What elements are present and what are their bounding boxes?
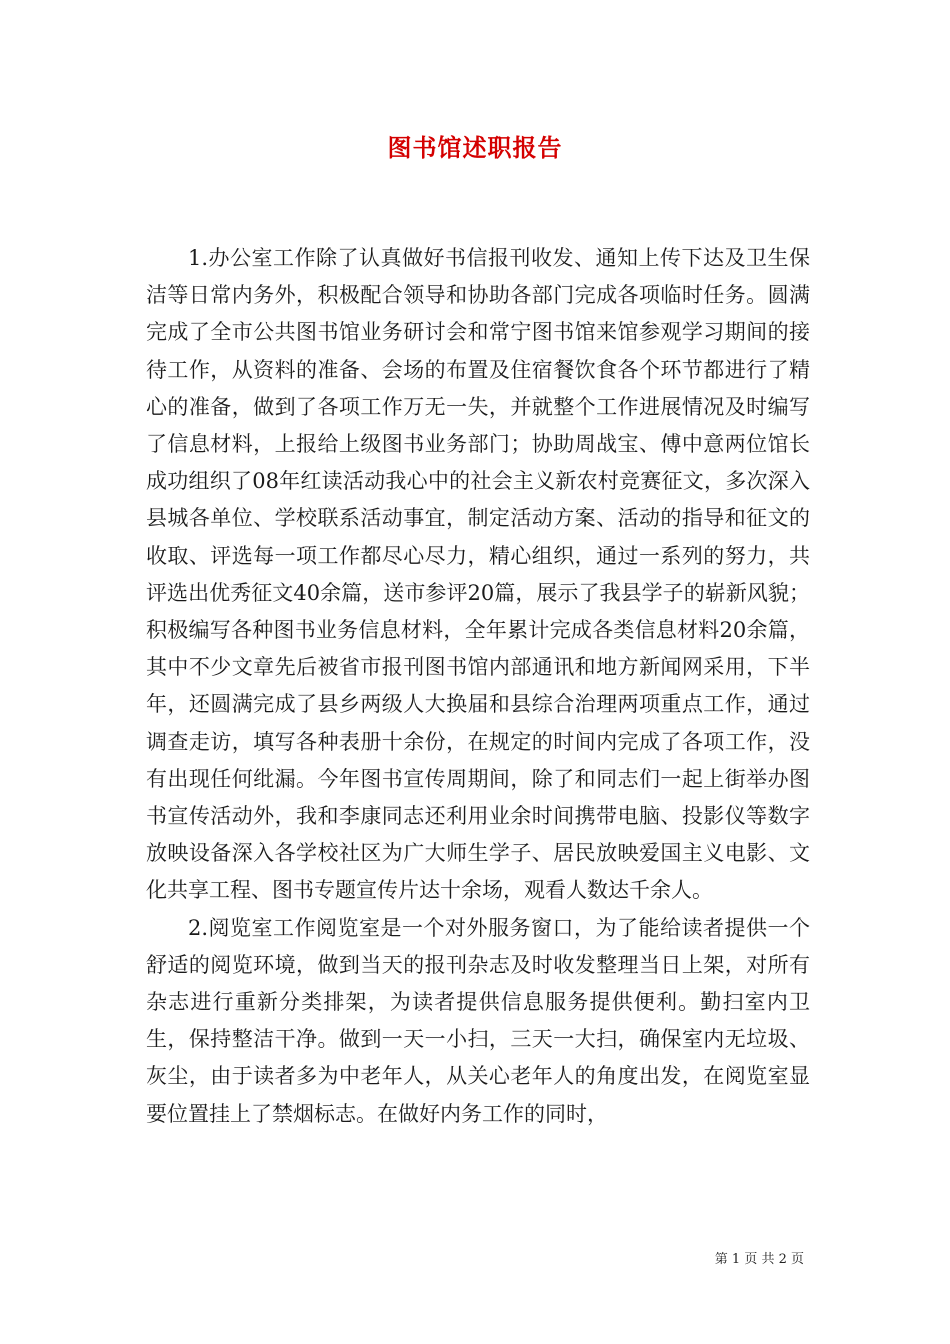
paragraph-reading-room-work: 2.阅览室工作阅览室是一个对外服务窗口，为了能给读者提供一个舒适的阅览环境，做到当天的报刊杂志及时收发整理当日上架，对所有杂志进行重新分类排架，为读者提供信息服务提供便利。勤扫室内卫生，保持整洁干净。做到一天一小扫，三天一大扫，确保室内无垃圾、灰尘，由于读者多为中老年人，从关心老年人的角度出发，在阅览室显要位置挂上了禁烟标志。在做好内务工作的同时， xyxy=(146,915,810,1126)
page-number-footer: 第 1 页 共 2 页 xyxy=(714,1252,804,1267)
paragraph-office-work: 1.办公室工作除了认真做好书信报刊收发、通知上传下达及卫生保洁等日常内务外，积极配合领导和协助各部门完成各项临时任务。圆满完成了全市公共图书馆业务研讨会和常宁图书馆来馆参观学习期间的接待工作，从资料的准备、会场的布置及住宿餐饮食各个环节都进行了精心的准备，做到了各项工作万无一失，并就整个工作进展情况及时编写了信息材料，上报给上级图书业务部门；协助周战宝、傅中意两位馆长成功组织了08年红读活动我心中的社会主义新农村竞赛征文，多次深入县城各单位、学校联系活动事宜，制定活动方案、活动的指导和征文的收取、评选每一项工作都尽心尽力，精心组织，通过一系列的努力，共评选出优秀征文40余篇，送市参评20篇，展示了我县学子的崭新风貌；积极编写各种图书业务信息材料，全年累计完成各类信息材料20余篇，其中不少文章先后被省市报刊图书馆内部通讯和地方新闻网采用，下半年，还圆满完成了县乡两级人大换届和县综合治理两项重点工作，通过调查走访，填写各种表册十余份，在规定的时间内完成了各项工作，没有出现任何纰漏。今年图书宣传周期间，除了和同志们一起上街举办图书宣传活动外，我和李康同志还利用业余时间携带电脑、投影仪等数字放映设备深入各学校社区为广大师生学子、居民放映爱国主义电影、文化共享工程、图书专题宣传片达十余场，观看人数达千余人。 xyxy=(146,246,810,903)
document-title: 图书馆述职报告 xyxy=(387,133,563,162)
document-body xyxy=(146,240,810,1133)
